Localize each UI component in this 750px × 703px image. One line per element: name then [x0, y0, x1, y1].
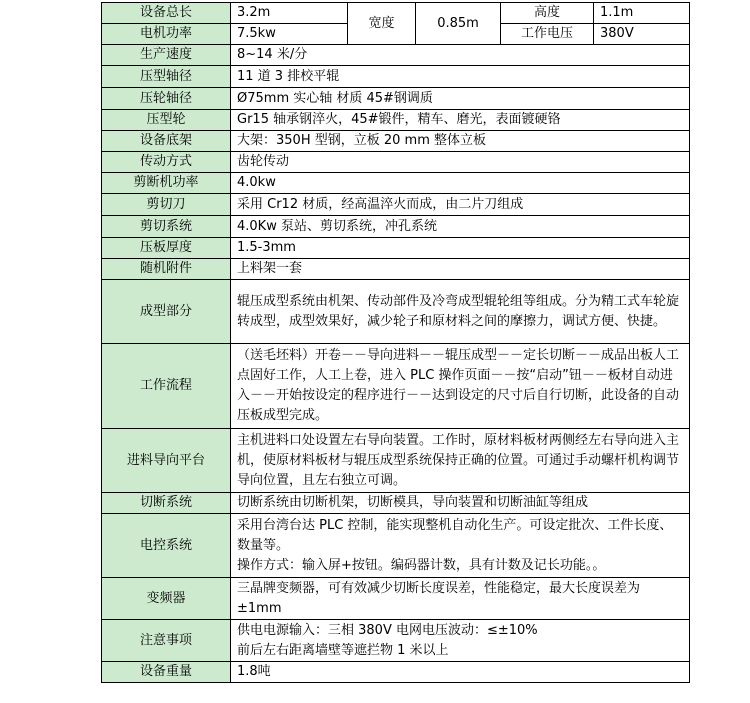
value-inverter: 三晶牌变频器，可有效减少切断长度误差，性能稳定，最大长度误差为±1mm	[231, 578, 690, 620]
value-width: 0.85m	[416, 3, 501, 45]
row-weight	[102, 662, 690, 683]
label-cut-system: 剪切系统	[102, 216, 231, 238]
value-cut-off: 切断系统由切断机架，切断模具，导向装置和切断油缸等组成	[231, 493, 690, 514]
label-cut-off: 切断系统	[102, 493, 231, 514]
row-accessory	[102, 259, 690, 280]
value-accessory: 上料架一套	[231, 259, 690, 280]
row-cut-system	[102, 216, 690, 238]
spec-table	[101, 2, 690, 683]
label-accessory: 随机附件	[102, 259, 231, 280]
label-notes: 注意事项	[102, 620, 231, 662]
electric-line-2: 操作方式：输入屏+按钮。编码器计数，具有计数及记长功能。。	[237, 557, 606, 573]
notes-line-1: 供电电源输入：三相 380V 电网电压波动：≤±10%	[237, 622, 538, 638]
row-speed	[102, 45, 690, 66]
value-speed: 8~14 米/分	[231, 45, 690, 66]
value-cut-system: 4.0Kw 泵站、剪切系统，冲孔系统	[231, 216, 690, 238]
label-roller-shaft: 压轮轴径	[102, 88, 231, 110]
row-cutter-power	[102, 173, 690, 194]
row-shaft	[102, 66, 690, 88]
value-length: 3.2m	[231, 3, 348, 24]
row-thickness	[102, 238, 690, 259]
label-blade: 剪切刀	[102, 194, 231, 216]
label-wheel: 压型轮	[102, 110, 231, 131]
row-length	[102, 3, 690, 24]
label-length: 设备总长	[102, 3, 231, 24]
label-base: 设备底架	[102, 131, 231, 152]
label-inverter: 变频器	[102, 578, 231, 620]
label-thickness: 压板厚度	[102, 238, 231, 259]
value-wheel: Gr15 轴承钢淬火，45#锻件，精车、磨光，表面镀硬铬	[231, 110, 690, 131]
value-base: 大架：350H 型钢，立板 20 mm 整体立板	[231, 131, 690, 152]
row-blade	[102, 194, 690, 216]
row-drive	[102, 152, 690, 173]
label-forming: 成型部分	[102, 280, 231, 344]
value-feed-guide: 主机进料口处设置左右导向装置。工作时，原材料板材两侧经左右导向进入主机，使原材料板材与辊压成型系统保持正确的位置。可通过手动螺杆机构调节导向位置，且左右独立可调。	[231, 429, 690, 493]
label-shaft: 压型轴径	[102, 66, 231, 88]
value-blade: 采用 Cr12 材质，经高温淬火而成，由二片刀组成	[231, 194, 690, 216]
label-electric: 电控系统	[102, 514, 231, 578]
value-workflow: （送毛坯料）开卷－－导向进料－－辊压成型－－定长切断－－成品出板人工点固好工作，人工上卷，进入 PLC 操作页面－－按“启动”钮－－板材自动进入－－开始按设定的程序进行－－达到设定的尺寸后自行切断，此设备的自动压板成型完成。	[231, 344, 690, 429]
row-electric	[102, 514, 690, 578]
label-speed: 生产速度	[102, 45, 231, 66]
value-cutter-power: 4.0kw	[231, 173, 690, 194]
row-base	[102, 131, 690, 152]
label-motor: 电机功率	[102, 24, 231, 45]
row-cut-off	[102, 493, 690, 514]
label-height: 高度	[501, 3, 594, 24]
label-drive: 传动方式	[102, 152, 231, 173]
label-feed-guide: 进料导向平台	[102, 429, 231, 493]
label-weight: 设备重量	[102, 662, 231, 683]
row-notes	[102, 620, 690, 662]
value-roller-shaft: Ø75mm 实心轴 材质 45#钢调质	[231, 88, 690, 110]
value-weight: 1.8吨	[231, 662, 690, 683]
row-inverter	[102, 578, 690, 620]
value-forming: 辊压成型系统由机架、传动部件及冷弯成型辊轮组等组成。分为精工式车轮旋转成型，成型效果好，减少轮子和原材料之间的摩擦力，调试方便、快捷。	[231, 280, 690, 344]
value-thickness: 1.5-3mm	[231, 238, 690, 259]
value-motor: 7.5kw	[231, 24, 348, 45]
value-voltage: 380V	[594, 24, 690, 45]
row-forming	[102, 280, 690, 344]
label-workflow: 工作流程	[102, 344, 231, 429]
row-wheel	[102, 110, 690, 131]
label-width: 宽度	[348, 3, 416, 45]
value-height: 1.1m	[594, 3, 690, 24]
value-electric	[231, 514, 690, 578]
row-workflow	[102, 344, 690, 429]
label-cutter-power: 剪断机功率	[102, 173, 231, 194]
value-shaft: 11 道 3 排校平辊	[231, 66, 690, 88]
electric-line-1: 采用台湾台达 PLC 控制，能实现整机自动化生产。可设定批次、工件长度、数量等。	[237, 517, 673, 553]
label-voltage: 工作电压	[501, 24, 594, 45]
notes-line-2: 前后左右距离墙壁等遮拦物 1 米以上	[237, 642, 449, 658]
value-drive: 齿轮传动	[231, 152, 690, 173]
value-notes	[231, 620, 690, 662]
row-roller-shaft	[102, 88, 690, 110]
row-feed-guide	[102, 429, 690, 493]
